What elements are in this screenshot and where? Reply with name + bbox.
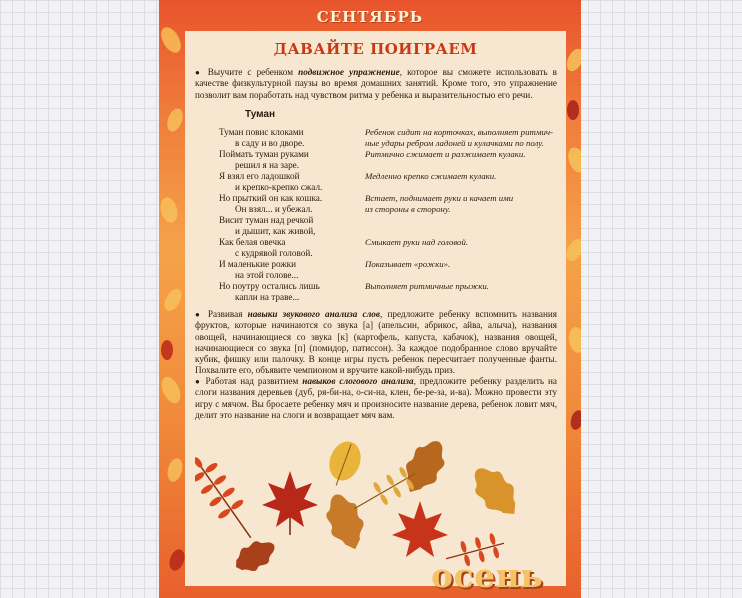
- poem-action: Ритмично сжимает и разжимает кулаки.: [365, 149, 526, 159]
- book-page: [159, 0, 581, 598]
- intro-paragraph: ● Выучите с ребенком подвижное упражнение, которое вы сможете использовать в качестве физкультурной паузы во время домашних занятий. Кроме того, это упражнение позволит вам поработать над чувством ритма у ребенка и выразительностью его речи.: [195, 67, 557, 100]
- poem-line: Поймать туман руками: [219, 149, 309, 159]
- bullet-icon: ●: [195, 377, 202, 386]
- poem-action: Выполняет ритмичные прыжки.: [365, 281, 489, 291]
- maple-leaf-icon: [392, 501, 448, 557]
- poem-line: с кудрявой головой.: [235, 248, 313, 258]
- poem-action: Ребенок сидит на корточках, выполняет ритмич-: [365, 127, 553, 137]
- poem-line: и дышит, как живой,: [235, 226, 316, 236]
- poem-line: И маленькие рожки: [219, 259, 297, 269]
- rowan-leaf-icon: [195, 449, 263, 546]
- season-title: осень: [431, 556, 544, 595]
- content-panel: [185, 31, 566, 586]
- poem-title: Туман: [245, 109, 276, 120]
- poem-action: из стороны в сторону.: [365, 204, 451, 214]
- bullet-icon: ●: [195, 68, 203, 77]
- bullet-icon: ●: [195, 310, 203, 319]
- sound-analysis-paragraph: ● Развивая навыки звукового анализа слов, предложите ребенку вспомнить названия фруктов, которые начинаются со звука [а] (апельсин, абрикос, айва, алыча), названия овощей, начинающиеся со звука [к] (картофель, капуста, кабачок), названия овощей, начинающиеся со звука [п] (помидор, патиссон). За каждое подобранное слово вручайте кубик, фишку или палочку. В конце игры пусть ребенок пересчитает полученные фанты. Похвалите его, объявите чемпионом и вручите какой-нибудь приз.: [195, 309, 558, 376]
- poem-action: Встает, поднимает руки и качает ими: [365, 193, 514, 203]
- poem-line: решил я на заре.: [235, 160, 300, 170]
- month-heading: СЕНТЯБРЬ: [316, 8, 424, 26]
- poem-line: Висит туман над речкой: [219, 215, 314, 225]
- poem-line: Я взял его ладошкой: [219, 171, 300, 181]
- poem-line: Но прыткий он как кошка.: [219, 193, 323, 203]
- syllable-analysis-paragraph: ● Работая над развитием навыков слогового анализа, предложите ребенку разделить на слоги названия деревьев (дуб, ря-би-на, о-си-на, клен, бе-ре-за, и-ва). Можно провести эту игру с мячом. Вы бросаете ребенку мяч и произносите название дерева, ребенок ловит мяч, делит это название на слоги и возвращает мяч вам.: [195, 376, 557, 420]
- oak-leaf-icon: [229, 534, 280, 571]
- poem-line: и крепко-крепко сжал.: [235, 182, 323, 192]
- poem-action: Смыкает руки над головой.: [365, 237, 469, 247]
- poem-line: Он взял... и убежал.: [235, 204, 313, 214]
- poem-line: в саду и во дворе.: [235, 138, 305, 148]
- poem-line: на этой голове...: [235, 270, 299, 280]
- oak-leaf-icon: [464, 459, 527, 525]
- autumn-leaves-illustration: [195, 431, 535, 571]
- poem-action: ные удары ребром ладоней и кулачками по полу.: [365, 138, 544, 148]
- birch-leaf-icon: [322, 437, 366, 490]
- poem-line: Как белая овечка: [219, 237, 286, 247]
- poem-action: Показывает «рожки».: [365, 259, 451, 269]
- decorative-leaves-right: [565, 0, 581, 598]
- poem-line: Но поутру остались лишь: [219, 281, 320, 291]
- poem-action: Медленно крепко сжимает кулаки.: [365, 171, 497, 181]
- oak-leaf-icon: [320, 489, 371, 555]
- maple-leaf-icon: [262, 471, 318, 535]
- oak-leaf-icon: [395, 433, 453, 500]
- panel-title: ДАВАЙТЕ ПОИГРАЕМ: [273, 40, 478, 58]
- poem-line: Туман повис клоками: [219, 127, 304, 137]
- poem-line: капли на траве...: [235, 292, 300, 302]
